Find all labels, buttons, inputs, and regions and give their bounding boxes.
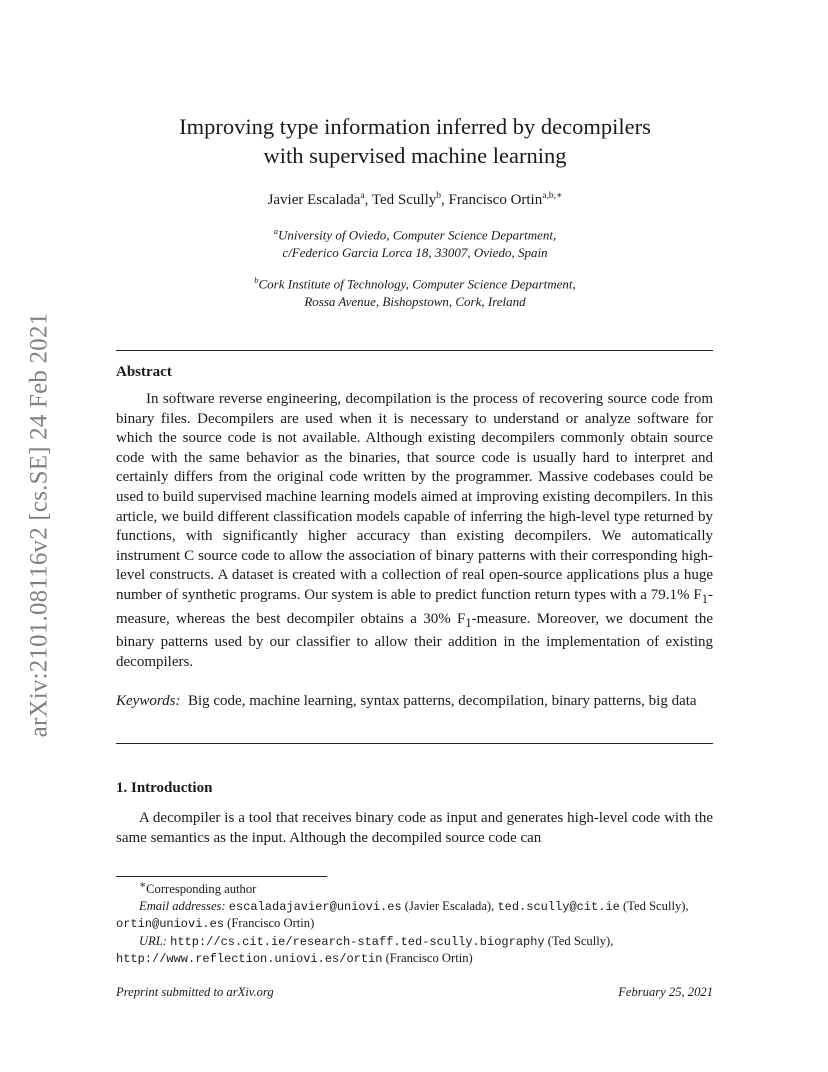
abstract-text-part: -measure. Moreover, we document the binary patterns used by our classifier to allow their addition in the implementation of existing decompilers.	[116, 610, 713, 670]
keywords	[116, 692, 713, 712]
email-owner: (Ted Scully),	[619, 898, 689, 913]
author-name: Ted Scully	[371, 192, 437, 208]
affiliation-b	[115, 271, 715, 311]
footnote-marker: ∗	[139, 880, 147, 891]
page-footer	[116, 985, 713, 1000]
title-line-2: with supervised machine learning	[263, 143, 567, 168]
affiliation-marker: b	[254, 275, 259, 285]
affiliation-line: Rossa Avenue, Bishopstown, Cork, Ireland	[304, 294, 526, 310]
subscript: 1	[465, 615, 472, 630]
abstract-bottom-rule	[116, 743, 713, 744]
footnote-text: Corresponding author	[146, 882, 257, 897]
author-affiliation-marker: b	[436, 191, 441, 201]
author-name: Francisco Ortin	[448, 192, 543, 208]
arxiv-identifier-text: arXiv:2101.08116v2 [cs.SE] 24 Feb 2021	[25, 312, 53, 738]
abstract-heading: Abstract	[116, 364, 172, 380]
url-owner: (Ted Scully),	[544, 933, 614, 948]
abstract-text-part: In software reverse engineering, decompilation is the process of recovering source code from binary files. Decompilers are used when it is necessary to understand or analyze software for which the source code is not available. Although existing decompilers commonly obtain source code with the same behavior as the binaries, that source code is usually hard to interpret and certainly differs from the original code written by the programmer. Massive codebases could be used to build supervised machine learning models aimed at improving existing decompilers. In this article, we build different classification models capable of inferring the high-level type returned by functions, with significantly higher accuracy than existing decompilers. We automatically instrument C source code to allow the association of binary patterns with their corresponding high-level constructs. A dataset is created with a collection of real open-source applications plus a huge number of synthetic programs. Our system is able to predict function return types with a 79.1% F	[116, 391, 713, 603]
author-separator: ,	[441, 192, 449, 208]
email-link[interactable]: escaladajavier@uniovi.es	[228, 899, 402, 914]
url-owner: (Francisco Ortin)	[382, 951, 473, 966]
affiliation-line: c/Federico Garcia Lorca 18, 33007, Oviedo, Spain	[282, 245, 548, 261]
affiliation-a	[115, 222, 715, 262]
footnotes	[116, 878, 713, 968]
author-name: Javier Escalada	[267, 192, 361, 208]
author-affiliation-marker: a	[360, 191, 365, 201]
arxiv-identifier-stamp	[24, 290, 54, 760]
footnote-corresponding	[116, 878, 713, 898]
affiliation-line: University of Oviedo, Computer Science Department,	[277, 227, 557, 243]
abstract-top-rule	[116, 350, 713, 351]
email-link[interactable]: ted.scully@cit.ie	[497, 899, 620, 914]
subscript: 1	[701, 591, 708, 606]
url-link[interactable]: http://www.reflection.uniovi.es/ortin	[116, 952, 383, 967]
footer-left: Preprint submitted to arXiv.org	[116, 985, 274, 999]
email-owner: (Francisco Ortin)	[224, 916, 315, 931]
section-heading-introduction: 1. Introduction	[116, 780, 213, 796]
author-list	[115, 190, 715, 209]
footnote-urls	[116, 933, 713, 968]
footnote-emails	[116, 898, 713, 933]
introduction-paragraph: A decompiler is a tool that receives binary code as input and generates high-level code with the same semantics as the input. Although the decompiled source code can	[116, 810, 713, 846]
url-link[interactable]: http://cs.cit.ie/research-staff.ted-scully.biography	[170, 934, 545, 949]
abstract-text	[116, 390, 713, 672]
url-label: URL:	[139, 933, 167, 948]
email-label: Email addresses:	[139, 898, 226, 913]
affiliation-line: Cork Institute of Technology, Computer Science Department,	[258, 276, 576, 292]
author-affiliation-marker: a,b,∗	[542, 191, 563, 201]
author-separator: ,	[364, 192, 372, 208]
affiliation-marker: a	[273, 226, 278, 236]
keywords-text: Big code, machine learning, syntax patterns, decompilation, binary patterns, big data	[187, 693, 697, 709]
email-owner: (Javier Escalada),	[401, 898, 498, 913]
footer-right: February 25, 2021	[618, 985, 713, 999]
email-link[interactable]: ortin@uniovi.es	[116, 917, 225, 932]
title-line-1: Improving type information inferred by decompilers	[179, 114, 651, 139]
keywords-label: Keywords:	[116, 693, 181, 709]
paper-title	[115, 112, 715, 170]
footnote-rule	[116, 876, 327, 877]
abstract-text-part: -measure, whereas the best decompiler obtains a 30% F	[116, 586, 713, 627]
